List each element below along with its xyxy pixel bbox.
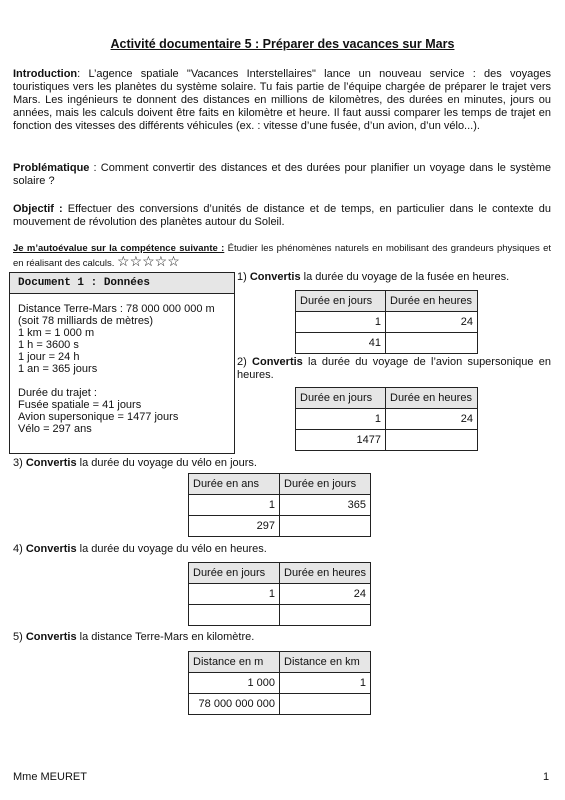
answer-cell[interactable] [280, 516, 371, 537]
question-text: la durée du voyage de l’avion supersonique en heures. [237, 356, 551, 381]
answer-cell[interactable] [386, 333, 478, 354]
document-line: Distance Terre-Mars : 78 000 000 000 m [18, 303, 215, 315]
table-row [189, 516, 371, 537]
intro-text: : L’agence spatiale "Vacances Interstellaires" lance un nouveau service : des voyages touristiques vers les planètes du système solaire. Tu fais partie de l’équipe chargée de préparer le trajet vers Mars. Les ingénieurs te donnent des distances en millions de kilomètres, des durées en minutes, jours ou années, mais les calculs doivent être faits en kilomètre et heure. Il faut aussi comparer les temps de trajet en fonction des vitesses des différents véhicules (ex. : vitesse d’une fusée, d’un avion, d’un vélo...). [13, 68, 551, 132]
table-cell: 1 [296, 409, 386, 430]
table-header: Durée en jours [280, 474, 371, 495]
question-number: 4) [13, 543, 23, 555]
table-cell: 78 000 000 000 [189, 694, 280, 715]
table-row [189, 584, 371, 605]
competence-label: Je m’autoévalue sur la compétence suivante : [13, 243, 225, 254]
conversion-table-5 [188, 651, 371, 715]
answer-cell[interactable] [189, 605, 280, 626]
objectif-paragraph [13, 203, 551, 229]
table-header: Durée en jours [189, 563, 280, 584]
table-cell: 24 [386, 312, 478, 333]
table-row [189, 605, 371, 626]
table-header: Durée en ans [189, 474, 280, 495]
table-cell: 24 [280, 584, 371, 605]
table-row [296, 409, 478, 430]
problematique-paragraph [13, 162, 551, 188]
document-line: (soit 78 milliards de mètres) [18, 315, 154, 327]
question-verb: Convertis [25, 631, 77, 643]
question-verb: Convertis [25, 543, 77, 555]
question-2 [237, 356, 551, 382]
question-number: 2) [237, 356, 247, 368]
table-header: Durée en heures [386, 291, 478, 312]
document-header: Document 1 : Données [10, 273, 234, 294]
table-cell: 1477 [296, 430, 386, 451]
problematique-label: Problématique [13, 162, 90, 174]
trip-line: Vélo = 297 ans [18, 423, 92, 435]
table-row [189, 694, 371, 715]
table-row [189, 673, 371, 694]
conversion-table-3 [188, 473, 371, 537]
table-header: Distance en km [280, 652, 371, 673]
document-box [9, 272, 235, 454]
table-row [296, 312, 478, 333]
question-text: la durée du voyage du vélo en jours. [76, 457, 257, 469]
question-text: la distance Terre-Mars en kilomètre. [76, 631, 255, 643]
table-cell: 297 [189, 516, 280, 537]
table-cell: 1 000 [189, 673, 280, 694]
question-5 [13, 631, 254, 644]
document-line: 1 km = 1 000 m [18, 327, 95, 339]
trip-line: Durée du trajet : [18, 387, 97, 399]
problematique-text: : Comment convertir des distances et des durées pour planifier un voyage dans le système solaire ? [13, 162, 551, 187]
question-text: la durée du voyage de la fusée en heures. [300, 271, 510, 283]
table-row [189, 495, 371, 516]
question-verb: Convertis [25, 457, 77, 469]
competence-text: Étudier les phénomènes naturels en mobilisant des grandeurs physiques et en réalisant des calculs. [13, 243, 552, 269]
answer-cell[interactable] [280, 605, 371, 626]
table-cell: 1 [296, 312, 386, 333]
intro-paragraph [13, 68, 551, 133]
objectif-text: Effectuer des conversions d’unités de distance et de temps, en particulier dans le contexte du mouvement de révolution des planètes autour du Soleil. [13, 203, 551, 228]
objectif-label: Objectif : [13, 203, 63, 215]
question-verb: Convertis [249, 271, 301, 283]
conversion-table-2 [295, 387, 478, 451]
question-number: 3) [13, 457, 23, 469]
table-cell: 1 [280, 673, 371, 694]
table-header: Durée en heures [386, 388, 478, 409]
trip-line: Fusée spatiale = 41 jours [18, 399, 142, 411]
table-cell: 1 [189, 495, 280, 516]
competence-paragraph [13, 243, 551, 270]
document-body [10, 294, 234, 435]
table-header: Distance en m [189, 652, 280, 673]
table-cell: 41 [296, 333, 386, 354]
question-text: la durée du voyage du vélo en heures. [76, 543, 267, 555]
conversion-table-4 [188, 562, 371, 626]
question-number: 1) [237, 271, 247, 283]
page-number: 1 [543, 771, 550, 783]
question-4 [13, 543, 267, 556]
trip-line: Avion supersonique = 1477 jours [18, 411, 179, 423]
table-header: Durée en heures [280, 563, 371, 584]
answer-cell[interactable] [386, 430, 478, 451]
conversion-table-1 [295, 290, 478, 354]
table-cell: 24 [386, 409, 478, 430]
table-row [296, 333, 478, 354]
question-1 [237, 271, 551, 284]
question-number: 5) [13, 631, 23, 643]
table-header: Durée en jours [296, 388, 386, 409]
table-cell: 365 [280, 495, 371, 516]
answer-cell[interactable] [280, 694, 371, 715]
rating-stars[interactable]: ☆☆☆☆☆ [117, 253, 180, 269]
intro-label: Introduction [13, 68, 78, 80]
page-title: Activité documentaire 5 : Préparer des vacances sur Mars [110, 37, 455, 51]
footer-author: Mme MEURET [13, 771, 87, 783]
question-3 [13, 457, 257, 470]
document-line: 1 jour = 24 h [18, 351, 80, 363]
table-row [296, 430, 478, 451]
table-cell: 1 [189, 584, 280, 605]
table-header: Durée en jours [296, 291, 386, 312]
document-line: 1 h = 3600 s [18, 339, 79, 351]
question-verb: Convertis [252, 356, 303, 368]
document-line: 1 an = 365 jours [18, 363, 98, 375]
